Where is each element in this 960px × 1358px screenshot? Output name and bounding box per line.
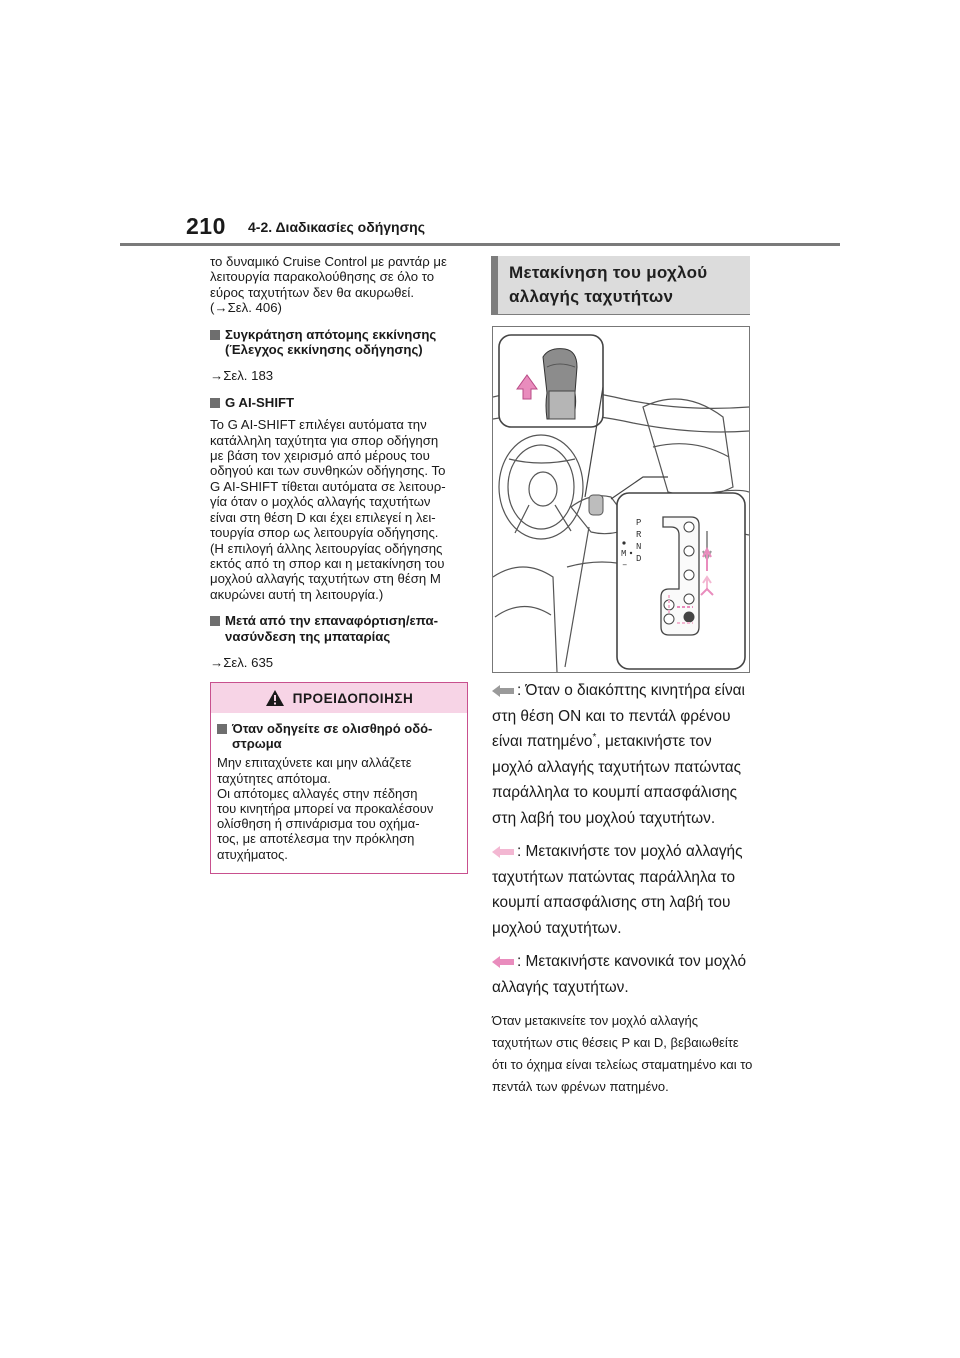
gate-label-p: P: [636, 518, 642, 528]
page-reference: →Σελ. 635: [210, 654, 274, 670]
arrow-left-gray-icon: [492, 685, 514, 697]
intro-line: λειτουργία παρακολούθησης σε όλο το: [210, 269, 435, 285]
arrow-left-pink-icon: [492, 956, 514, 968]
intro-line: το δυναμικό Cruise Control με ραντάρ με: [210, 254, 447, 269]
intro-ref: (→Σελ. 406): [210, 300, 282, 316]
header-divider: [120, 243, 840, 246]
subsection-heading: G AI-SHIFT: [210, 395, 472, 410]
arrow-left-light-pink-icon: [492, 846, 514, 858]
gate-label-r: R: [636, 530, 642, 540]
square-bullet-icon: [210, 330, 220, 340]
right-column: [492, 678, 754, 1106]
warning-header: [211, 683, 467, 713]
section-header: [491, 256, 750, 314]
warning-box: [210, 682, 468, 874]
square-bullet-icon: [210, 616, 220, 626]
chapter-title: 4-2. Διαδικασίες οδήγησης: [248, 219, 426, 235]
shift-lever-figure: [492, 326, 750, 673]
legend-item: : Μετακινήστε κανονικά τον μοχλό αλλαγής ταχυτήτων.: [492, 953, 747, 996]
gate-label-d: D: [636, 554, 642, 564]
car-interior-illustration: [493, 327, 749, 672]
gate-label-m: M: [621, 549, 627, 559]
warning-title: ΠΡΟΕΙΔΟΠΟΙΗΣΗ: [292, 690, 414, 706]
page-number: 210: [186, 213, 226, 239]
legend-item: : Μετακινήστε τον μοχλό αλλαγής ταχυτήτων πατώντας παράλληλα το κουμπί απασφάλισης στη λαβή του μοχλού ταχυτήτων.: [492, 843, 743, 937]
warning-triangle-icon: [265, 689, 285, 707]
page-reference: →Σελ. 183: [210, 368, 274, 384]
section-title: Μετακίνηση του μοχλού αλλαγής ταχυτήτων: [509, 263, 708, 306]
shift-gate-callout: [611, 477, 745, 669]
subsection-heading: Μετά από την επαναφόρτιση/επα- νασύνδεση της μπαταρίας: [210, 613, 472, 644]
note-text: Όταν μετακινείτε τον μοχλό αλλαγής ταχυτήτων στις θέσεις P και D, βεβαιωθείτε ότι το όχημα είναι τελείως σταματημένο και το πεντάλ των φρένων πατημένο.: [492, 1013, 753, 1094]
legend-item: : Όταν ο διακόπτης κινητήρα είναι στη θέση ON και το πεντάλ φρένου είναι πατημένο*, μετακινήστε τον μοχλό αλλαγής ταχυτήτων πατώντας παράλληλα το κουμπί απασφάλισης στη λαβή του μοχλού ταχυτήτων.: [492, 682, 745, 827]
left-column: [210, 254, 472, 670]
subsection-heading: Συγκράτηση απότομης εκκίνησης (Έλεγχος εκκίνησης οδήγησης): [210, 327, 472, 358]
intro-line: εύρος ταχυτήτων δεν θα ακυρωθεί.: [210, 284, 414, 300]
gate-label-n: N: [636, 542, 642, 552]
section-divider: [491, 314, 750, 315]
gate-label-minus: –: [622, 560, 628, 570]
square-bullet-icon: [217, 724, 227, 734]
square-bullet-icon: [210, 398, 220, 408]
warning-heading: Όταν οδηγείτε σε ολισθηρό οδό- στρωμα: [217, 721, 461, 751]
warning-body: Όταν οδηγείτε σε ολισθηρό οδό- στρωμα Μην επιταχύνετε και μην αλλάζετε ταχύτητες απότομα. Οι απότομες αλλαγές στην πέδηση του κινητήρα μπορεί να προκαλέσουν ολίσθηση ή σπινάρισμα του οχήμα- τος, με αποτέλεσμα την πρόκληση ατυχήματος.: [211, 713, 467, 862]
shift-knob-callout: [499, 335, 603, 427]
g-ai-shift-body: Το G AI-SHIFT επιλέγει αυτόματα την κατάλληλη ταχύτητα για σπορ οδήγηση με βάση τον χειρισμό από μέρους του οδηγού και των συνθηκών οδήγησης. Το G AI-SHIFT τίθεται αυτόματα σε λειτουρ- γία όταν ο μοχλός αλλαγής ταχυτήτων είναι στη θέση D και έχει επιλεγεί η λει- τουργία σπορ ως λειτουργία οδήγησης. (Η επιλογή άλλης λειτουργίας οδήγησης εκτός από τη σπορ και η μετακίνηση του μοχλού αλλαγής ταχυτήτων στη θέση M ακυρώνει αυτή τη λειτουργία.): [210, 417, 446, 602]
